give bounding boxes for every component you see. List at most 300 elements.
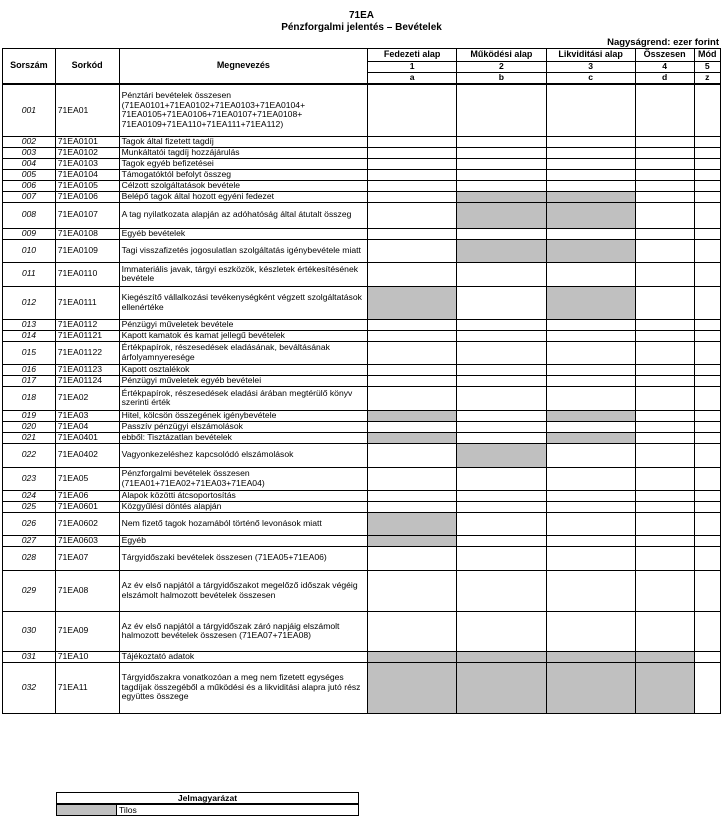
- row-name: Alapok közötti átcsoportosítás: [119, 490, 367, 501]
- cell-mod[interactable]: [694, 432, 720, 443]
- table-row: [3, 319, 721, 330]
- cell-mukodesi[interactable]: [457, 501, 546, 512]
- row-number: 027: [3, 535, 56, 546]
- row-number: 011: [3, 262, 56, 286]
- revenue-table: [2, 48, 721, 714]
- table-row: [3, 467, 721, 490]
- row-name: Értékpapírok, részesedések eladásának, beváltásának árfolyamnyeresége: [119, 341, 367, 364]
- table-row: [3, 169, 721, 180]
- row-code: 71EA05: [55, 467, 119, 490]
- cell-mod[interactable]: [694, 330, 720, 341]
- cell-osszesen[interactable]: [635, 158, 694, 169]
- col-letter-a: a: [368, 73, 457, 85]
- cell-osszesen[interactable]: [635, 147, 694, 158]
- row-number: 025: [3, 501, 56, 512]
- cell-fedezeti[interactable]: [368, 136, 457, 147]
- row-name: Kiegészítő vállalkozási tevékenységként végzett szolgáltatások ellenértéke: [119, 286, 367, 319]
- cell-likviditasi[interactable]: [546, 169, 635, 180]
- cell-likviditasi[interactable]: [546, 158, 635, 169]
- row-name: Támogatóktól befolyt összeg: [119, 169, 367, 180]
- cell-fedezeti[interactable]: [368, 570, 457, 611]
- table-row: [3, 410, 721, 421]
- cell-fedezeti[interactable]: [368, 501, 457, 512]
- row-code: 71EA01123: [55, 364, 119, 375]
- row-number: 020: [3, 421, 56, 432]
- col-header-megnevezes: Megnevezés: [119, 49, 367, 85]
- cell-mod[interactable]: [694, 202, 720, 228]
- row-code: 71EA0105: [55, 180, 119, 191]
- table-row: [3, 490, 721, 501]
- table-row: [3, 651, 721, 662]
- row-number: 021: [3, 432, 56, 443]
- table-row: [3, 341, 721, 364]
- legend-swatch-forbidden: [57, 804, 117, 816]
- cell-mukodesi: [457, 443, 546, 467]
- cell-likviditasi[interactable]: [546, 535, 635, 546]
- col-header-mukodesi: Működési alap: [457, 49, 546, 62]
- table-row: [3, 364, 721, 375]
- row-code: 71EA01: [55, 84, 119, 136]
- row-number: 019: [3, 410, 56, 421]
- cell-fedezeti[interactable]: [368, 421, 457, 432]
- cell-mod[interactable]: [694, 651, 720, 662]
- table-row: [3, 432, 721, 443]
- table-row: [3, 136, 721, 147]
- table-row: [3, 202, 721, 228]
- col-letter-z: z: [694, 73, 720, 85]
- col-num-5: 5: [694, 62, 720, 73]
- row-number: 009: [3, 228, 56, 239]
- cell-fedezeti[interactable]: [368, 341, 457, 364]
- cell-mukodesi[interactable]: [457, 158, 546, 169]
- col-header-likviditasi: Likviditási alap: [546, 49, 635, 62]
- cell-fedezeti: [368, 662, 457, 713]
- cell-mukodesi[interactable]: [457, 410, 546, 421]
- row-code: 71EA07: [55, 546, 119, 570]
- cell-mod[interactable]: [694, 319, 720, 330]
- row-number: 004: [3, 158, 56, 169]
- cell-osszesen[interactable]: [635, 341, 694, 364]
- cell-mukodesi[interactable]: [457, 611, 546, 651]
- cell-osszesen[interactable]: [635, 410, 694, 421]
- row-code: 71EA0107: [55, 202, 119, 228]
- cell-mukodesi[interactable]: [457, 570, 546, 611]
- row-name: Tárgyidőszaki bevételek összesen (71EA05+71EA06): [119, 546, 367, 570]
- cell-fedezeti[interactable]: [368, 364, 457, 375]
- row-name: Pénzügyi műveletek egyéb bevételei: [119, 375, 367, 386]
- cell-mukodesi[interactable]: [457, 467, 546, 490]
- row-number: 002: [3, 136, 56, 147]
- cell-mukodesi[interactable]: [457, 535, 546, 546]
- col-letter-d: d: [635, 73, 694, 85]
- cell-likviditasi[interactable]: [546, 421, 635, 432]
- cell-fedezeti: [368, 410, 457, 421]
- row-name: Tájékoztató adatok: [119, 651, 367, 662]
- row-code: 71EA01122: [55, 341, 119, 364]
- cell-mukodesi: [457, 662, 546, 713]
- row-name: Hitel, kölcsön összegének igénybevétele: [119, 410, 367, 421]
- table-row: [3, 84, 721, 136]
- legend-title: Jelmagyarázat: [57, 793, 359, 805]
- cell-likviditasi: [546, 662, 635, 713]
- cell-mod[interactable]: [694, 490, 720, 501]
- cell-mukodesi: [457, 239, 546, 262]
- cell-mukodesi[interactable]: [457, 228, 546, 239]
- cell-osszesen[interactable]: [635, 180, 694, 191]
- table-row: [3, 512, 721, 535]
- cell-osszesen[interactable]: [635, 421, 694, 432]
- col-num-2: 2: [457, 62, 546, 73]
- cell-fedezeti[interactable]: [368, 180, 457, 191]
- row-number: 012: [3, 286, 56, 319]
- cell-fedezeti[interactable]: [368, 262, 457, 286]
- cell-mod[interactable]: [694, 341, 720, 364]
- row-code: 71EA02: [55, 386, 119, 410]
- table-row: [3, 662, 721, 713]
- col-letter-c: c: [546, 73, 635, 85]
- cell-osszesen[interactable]: [635, 84, 694, 136]
- row-name: Kapott osztalékok: [119, 364, 367, 375]
- cell-osszesen[interactable]: [635, 443, 694, 467]
- cell-mukodesi: [457, 651, 546, 662]
- row-code: 71EA0402: [55, 443, 119, 467]
- cell-mod[interactable]: [694, 443, 720, 467]
- row-number: 018: [3, 386, 56, 410]
- cell-fedezeti: [368, 535, 457, 546]
- cell-mukodesi[interactable]: [457, 341, 546, 364]
- cell-osszesen[interactable]: [635, 611, 694, 651]
- cell-likviditasi: [546, 410, 635, 421]
- cell-fedezeti: [368, 286, 457, 319]
- cell-fedezeti[interactable]: [368, 467, 457, 490]
- cell-likviditasi[interactable]: [546, 570, 635, 611]
- cell-mod[interactable]: [694, 262, 720, 286]
- cell-mukodesi[interactable]: [457, 386, 546, 410]
- cell-fedezeti[interactable]: [368, 147, 457, 158]
- cell-mukodesi: [457, 202, 546, 228]
- cell-osszesen[interactable]: [635, 136, 694, 147]
- cell-mod[interactable]: [694, 386, 720, 410]
- table-row: [3, 570, 721, 611]
- cell-mod[interactable]: [694, 570, 720, 611]
- cell-likviditasi[interactable]: [546, 147, 635, 158]
- row-number: 014: [3, 330, 56, 341]
- cell-likviditasi: [546, 239, 635, 262]
- cell-osszesen[interactable]: [635, 319, 694, 330]
- col-header-mod: Mód: [694, 49, 720, 62]
- cell-mukodesi[interactable]: [457, 136, 546, 147]
- cell-mod[interactable]: [694, 535, 720, 546]
- cell-mod[interactable]: [694, 364, 720, 375]
- cell-likviditasi[interactable]: [546, 330, 635, 341]
- row-code: 71EA0111: [55, 286, 119, 319]
- cell-mukodesi[interactable]: [457, 364, 546, 375]
- cell-osszesen[interactable]: [635, 286, 694, 319]
- row-name: Kapott kamatok és kamat jellegű bevételek: [119, 330, 367, 341]
- col-header-fedezeti: Fedezeti alap: [368, 49, 457, 62]
- cell-mukodesi[interactable]: [457, 84, 546, 136]
- cell-fedezeti[interactable]: [368, 191, 457, 202]
- cell-mukodesi[interactable]: [457, 262, 546, 286]
- cell-fedezeti[interactable]: [368, 239, 457, 262]
- cell-likviditasi[interactable]: [546, 341, 635, 364]
- cell-fedezeti[interactable]: [368, 319, 457, 330]
- cell-mod[interactable]: [694, 147, 720, 158]
- row-name: Vagyonkezeléshez kapcsolódó elszámolások: [119, 443, 367, 467]
- table-row: [3, 611, 721, 651]
- row-code: 71EA03: [55, 410, 119, 421]
- row-code: 71EA0103: [55, 158, 119, 169]
- cell-osszesen[interactable]: [635, 330, 694, 341]
- cell-mod[interactable]: [694, 136, 720, 147]
- row-code: 71EA0102: [55, 147, 119, 158]
- cell-mod[interactable]: [694, 158, 720, 169]
- cell-mod[interactable]: [694, 512, 720, 535]
- cell-mod[interactable]: [694, 239, 720, 262]
- cell-mod[interactable]: [694, 375, 720, 386]
- cell-mod[interactable]: [694, 421, 720, 432]
- row-number: 016: [3, 364, 56, 375]
- row-code: 71EA11: [55, 662, 119, 713]
- cell-mod[interactable]: [694, 611, 720, 651]
- row-number: 008: [3, 202, 56, 228]
- cell-fedezeti[interactable]: [368, 443, 457, 467]
- row-code: 71EA0602: [55, 512, 119, 535]
- table-row: [3, 228, 721, 239]
- col-header-sorszam: Sorszám: [3, 49, 56, 85]
- cell-osszesen[interactable]: [635, 386, 694, 410]
- row-name: Közgyűlési döntés alapján: [119, 501, 367, 512]
- table-row: [3, 191, 721, 202]
- cell-likviditasi[interactable]: [546, 136, 635, 147]
- table-row: [3, 443, 721, 467]
- cell-osszesen[interactable]: [635, 375, 694, 386]
- row-name: Pénzügyi műveletek bevétele: [119, 319, 367, 330]
- cell-mukodesi[interactable]: [457, 490, 546, 501]
- cell-fedezeti: [368, 432, 457, 443]
- cell-fedezeti[interactable]: [368, 375, 457, 386]
- table-row: [3, 535, 721, 546]
- row-name: Belépő tagok által hozott egyéni fedezet: [119, 191, 367, 202]
- cell-mod[interactable]: [694, 467, 720, 490]
- cell-osszesen[interactable]: [635, 228, 694, 239]
- cell-likviditasi: [546, 286, 635, 319]
- cell-fedezeti[interactable]: [368, 169, 457, 180]
- cell-likviditasi[interactable]: [546, 443, 635, 467]
- row-name: Tagi visszafizetés jogosulatlan szolgáltatás igénybevétele miatt: [119, 239, 367, 262]
- cell-fedezeti[interactable]: [368, 611, 457, 651]
- row-number: 006: [3, 180, 56, 191]
- table-row: [3, 375, 721, 386]
- row-code: 71EA04: [55, 421, 119, 432]
- cell-fedezeti[interactable]: [368, 228, 457, 239]
- cell-mod[interactable]: [694, 84, 720, 136]
- row-code: 71EA0401: [55, 432, 119, 443]
- cell-mod[interactable]: [694, 662, 720, 713]
- table-row: [3, 330, 721, 341]
- cell-mukodesi[interactable]: [457, 512, 546, 535]
- cell-likviditasi[interactable]: [546, 546, 635, 570]
- cell-likviditasi: [546, 432, 635, 443]
- cell-osszesen: [635, 662, 694, 713]
- cell-mukodesi[interactable]: [457, 286, 546, 319]
- col-num-1: 1: [368, 62, 457, 73]
- cell-likviditasi: [546, 202, 635, 228]
- cell-mukodesi[interactable]: [457, 180, 546, 191]
- cell-osszesen[interactable]: [635, 512, 694, 535]
- cell-osszesen: [635, 651, 694, 662]
- cell-osszesen[interactable]: [635, 467, 694, 490]
- cell-fedezeti: [368, 651, 457, 662]
- cell-fedezeti[interactable]: [368, 546, 457, 570]
- cell-mod[interactable]: [694, 286, 720, 319]
- form-title: Pénzforgalmi jelentés – Bevételek: [281, 22, 442, 33]
- row-name: Egyéb bevételek: [119, 228, 367, 239]
- cell-fedezeti[interactable]: [368, 330, 457, 341]
- cell-mod[interactable]: [694, 228, 720, 239]
- cell-mukodesi[interactable]: [457, 421, 546, 432]
- cell-mukodesi[interactable]: [457, 330, 546, 341]
- row-number: 032: [3, 662, 56, 713]
- cell-mod[interactable]: [694, 169, 720, 180]
- cell-osszesen[interactable]: [635, 490, 694, 501]
- cell-osszesen[interactable]: [635, 432, 694, 443]
- cell-fedezeti[interactable]: [368, 490, 457, 501]
- cell-likviditasi: [546, 191, 635, 202]
- row-number: 005: [3, 169, 56, 180]
- cell-mukodesi[interactable]: [457, 375, 546, 386]
- cell-osszesen[interactable]: [635, 191, 694, 202]
- cell-fedezeti: [368, 512, 457, 535]
- row-name: Pénzforgalmi bevételek összesen (71EA01+71EA02+71EA03+71EA04): [119, 467, 367, 490]
- cell-likviditasi[interactable]: [546, 386, 635, 410]
- cell-mod[interactable]: [694, 180, 720, 191]
- row-number: 003: [3, 147, 56, 158]
- cell-fedezeti[interactable]: [368, 158, 457, 169]
- row-code: 71EA0110: [55, 262, 119, 286]
- row-number: 031: [3, 651, 56, 662]
- cell-mukodesi[interactable]: [457, 169, 546, 180]
- row-number: 017: [3, 375, 56, 386]
- row-number: 024: [3, 490, 56, 501]
- row-number: 029: [3, 570, 56, 611]
- cell-likviditasi[interactable]: [546, 611, 635, 651]
- table-row: [3, 262, 721, 286]
- cell-likviditasi[interactable]: [546, 490, 635, 501]
- row-code: 71EA0112: [55, 319, 119, 330]
- row-number: 023: [3, 467, 56, 490]
- row-name: Célzott szolgáltatások bevétele: [119, 180, 367, 191]
- table-row: [3, 158, 721, 169]
- row-code: 71EA0109: [55, 239, 119, 262]
- row-code: 71EA0601: [55, 501, 119, 512]
- row-name: Tagok egyéb befizetései: [119, 158, 367, 169]
- cell-mod[interactable]: [694, 546, 720, 570]
- row-number: 026: [3, 512, 56, 535]
- row-number: 007: [3, 191, 56, 202]
- cell-osszesen[interactable]: [635, 546, 694, 570]
- cell-osszesen[interactable]: [635, 202, 694, 228]
- cell-osszesen[interactable]: [635, 570, 694, 611]
- row-number: 015: [3, 341, 56, 364]
- cell-osszesen[interactable]: [635, 364, 694, 375]
- row-name: Immateriális javak, tárgyi eszközök, készletek értékesítésének bevétele: [119, 262, 367, 286]
- cell-likviditasi[interactable]: [546, 180, 635, 191]
- table-row: [3, 421, 721, 432]
- cell-mukodesi[interactable]: [457, 546, 546, 570]
- table-row: [3, 286, 721, 319]
- cell-fedezeti[interactable]: [368, 386, 457, 410]
- cell-mod[interactable]: [694, 501, 720, 512]
- unit-label: Nagyságrend: ezer forint: [607, 37, 719, 48]
- table-row: [3, 147, 721, 158]
- row-name: Az év első napjától a tárgyidőszak záró napjáig elszámolt halmozott bevételek összesen (71EA07+71EA08): [119, 611, 367, 651]
- row-code: 71EA0101: [55, 136, 119, 147]
- cell-osszesen[interactable]: [635, 262, 694, 286]
- cell-osszesen[interactable]: [635, 169, 694, 180]
- cell-mod[interactable]: [694, 410, 720, 421]
- col-header-osszesen: Összesen: [635, 49, 694, 62]
- cell-likviditasi[interactable]: [546, 364, 635, 375]
- cell-likviditasi[interactable]: [546, 262, 635, 286]
- legend: [56, 792, 359, 816]
- cell-likviditasi[interactable]: [546, 467, 635, 490]
- table-row: [3, 180, 721, 191]
- row-number: 001: [3, 84, 56, 136]
- col-num-4: 4: [635, 62, 694, 73]
- cell-mukodesi[interactable]: [457, 319, 546, 330]
- row-name: Értékpapírok, részesedések eladási árában megtérülő könyv szerinti érték: [119, 386, 367, 410]
- row-code: 71EA0603: [55, 535, 119, 546]
- cell-osszesen[interactable]: [635, 501, 694, 512]
- row-name: Pénztári bevételek összesen (71EA0101+71EA0102+71EA0103+71EA0104+ 71EA0105+71EA0106+71EA0107+71EA0108+ 71EA0109+71EA110+71EA111+71EA112): [119, 84, 367, 136]
- form-code: 71EA: [348, 10, 374, 21]
- cell-mukodesi[interactable]: [457, 432, 546, 443]
- col-header-sorkod: Sorkód: [55, 49, 119, 85]
- row-name: Nem fizető tagok hozamából történő levonások miatt: [119, 512, 367, 535]
- cell-likviditasi[interactable]: [546, 228, 635, 239]
- cell-likviditasi[interactable]: [546, 501, 635, 512]
- row-code: 71EA01121: [55, 330, 119, 341]
- cell-likviditasi[interactable]: [546, 375, 635, 386]
- row-number: 013: [3, 319, 56, 330]
- row-name: Munkáltatói tagdíj hozzájárulás: [119, 147, 367, 158]
- row-number: 022: [3, 443, 56, 467]
- row-code: 71EA0104: [55, 169, 119, 180]
- cell-fedezeti[interactable]: [368, 202, 457, 228]
- cell-fedezeti[interactable]: [368, 84, 457, 136]
- row-number: 010: [3, 239, 56, 262]
- cell-likviditasi[interactable]: [546, 512, 635, 535]
- row-code: 71EA06: [55, 490, 119, 501]
- row-code: 71EA0106: [55, 191, 119, 202]
- row-code: 71EA08: [55, 570, 119, 611]
- cell-mukodesi[interactable]: [457, 147, 546, 158]
- row-name: Az év első napjától a tárgyidőszakot megelőző időszak végéig elszámolt halmozott bevételek összesen: [119, 570, 367, 611]
- cell-mod[interactable]: [694, 191, 720, 202]
- row-name: ebből: Tisztázatlan bevételek: [119, 432, 367, 443]
- row-number: 030: [3, 611, 56, 651]
- row-name: A tag nyilatkozata alapján az adóhatóság által átutalt összeg: [119, 202, 367, 228]
- cell-osszesen[interactable]: [635, 535, 694, 546]
- cell-likviditasi[interactable]: [546, 319, 635, 330]
- cell-likviditasi[interactable]: [546, 84, 635, 136]
- table-row: [3, 386, 721, 410]
- row-code: 71EA01124: [55, 375, 119, 386]
- cell-osszesen[interactable]: [635, 239, 694, 262]
- table-row: [3, 546, 721, 570]
- row-name: Tagok által fizetett tagdíj: [119, 136, 367, 147]
